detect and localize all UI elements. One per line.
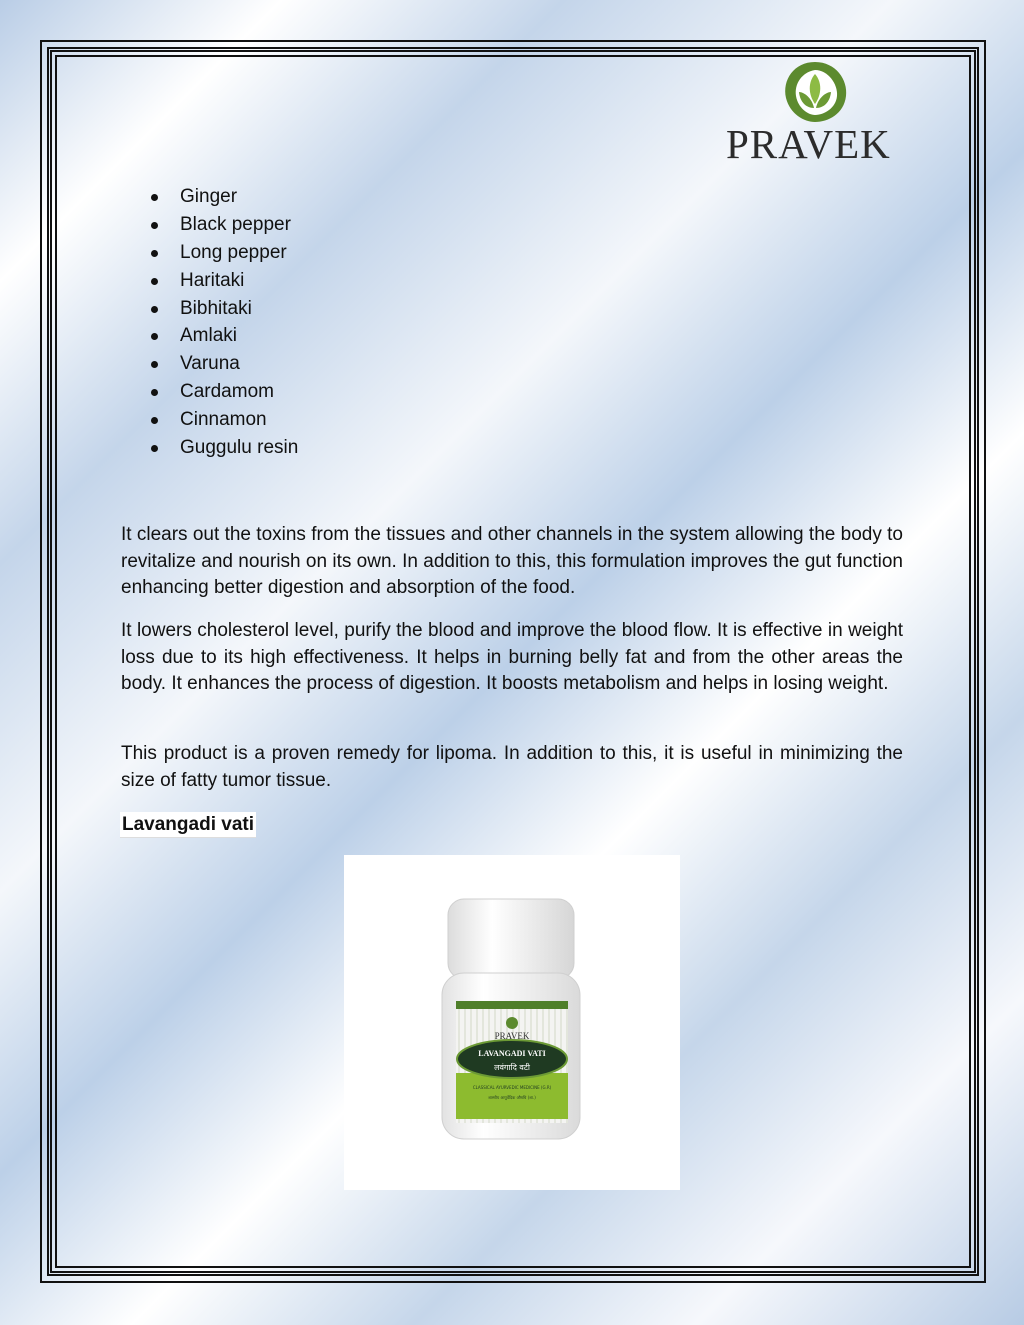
leaf-icon bbox=[724, 58, 906, 124]
bottle-brand-text: PRAVEK bbox=[494, 1031, 530, 1041]
list-item-label: Guggulu resin bbox=[180, 437, 299, 459]
list-item-label: Cinnamon bbox=[180, 409, 267, 431]
bullet-icon bbox=[151, 278, 158, 285]
list-item bbox=[120, 295, 298, 323]
bullet-icon bbox=[151, 333, 158, 340]
list-item bbox=[120, 378, 298, 406]
list-item-label: Haritaki bbox=[180, 269, 245, 291]
list-item-label: Ginger bbox=[180, 186, 238, 207]
pravek-logo bbox=[724, 58, 906, 168]
list-item-label: Bibhitaki bbox=[180, 297, 252, 319]
list-item bbox=[120, 183, 298, 211]
bullet-icon bbox=[151, 417, 158, 424]
list-item bbox=[120, 322, 298, 350]
list-item-label: Amlaki bbox=[180, 325, 238, 347]
ingredient-list bbox=[120, 183, 298, 462]
bullet-icon bbox=[151, 194, 158, 201]
list-item bbox=[120, 267, 298, 295]
list-item bbox=[120, 406, 298, 434]
list-item bbox=[120, 434, 298, 462]
section-title: Lavangadi vati bbox=[120, 812, 256, 838]
bottle-product-name: LAVANGADI VATI bbox=[478, 1049, 546, 1058]
bullet-icon bbox=[151, 361, 158, 368]
list-item bbox=[120, 239, 298, 267]
paragraph-lipoma: This product is a proven remedy for lipoma. In addition to this, it is useful in minimizing the size of fatty tumor tissue. bbox=[121, 743, 903, 791]
list-item-label: Long pepper bbox=[180, 241, 287, 263]
list-item-label: Black pepper bbox=[180, 213, 291, 235]
paragraph-cholesterol: It lowers cholesterol level, purify the blood and improve the blood flow. It is effective in weight loss due to its high effectiveness. It helps in burning belly fat and from the other areas the body. It enhances the process of digestion. It boosts metabolism and helps in losing weight. bbox=[121, 620, 903, 694]
bullet-icon bbox=[151, 306, 158, 313]
list-item bbox=[120, 211, 298, 239]
list-item-label: Varuna bbox=[180, 353, 240, 375]
list-item bbox=[120, 350, 298, 378]
bottle-product-name-hindi: लवंगादि वटी bbox=[494, 1063, 530, 1072]
medicine-bottle-icon bbox=[344, 855, 680, 1190]
list-item-label: Cardamom bbox=[180, 381, 274, 403]
bottle-label-line1: CLASSICAL AYURVEDIC MEDICINE (G.R) bbox=[472, 1085, 552, 1090]
paragraph-toxins: It clears out the toxins from the tissues and other channels in the system allowing the body to revitalize and nourish on its own. In addition to this, this formulation improves the gut function enhancing better digestion and absorption of the food. bbox=[121, 524, 903, 598]
logo-brand-text: PRAVEK bbox=[726, 121, 891, 167]
product-image bbox=[344, 855, 680, 1190]
bullet-icon bbox=[151, 222, 158, 229]
bullet-icon bbox=[151, 250, 158, 257]
bullet-icon bbox=[151, 389, 158, 396]
bottle-label-line2: शास्त्रीय आयुर्वेदिक औषधि (शा.) bbox=[488, 1095, 536, 1100]
bullet-icon bbox=[151, 445, 158, 452]
